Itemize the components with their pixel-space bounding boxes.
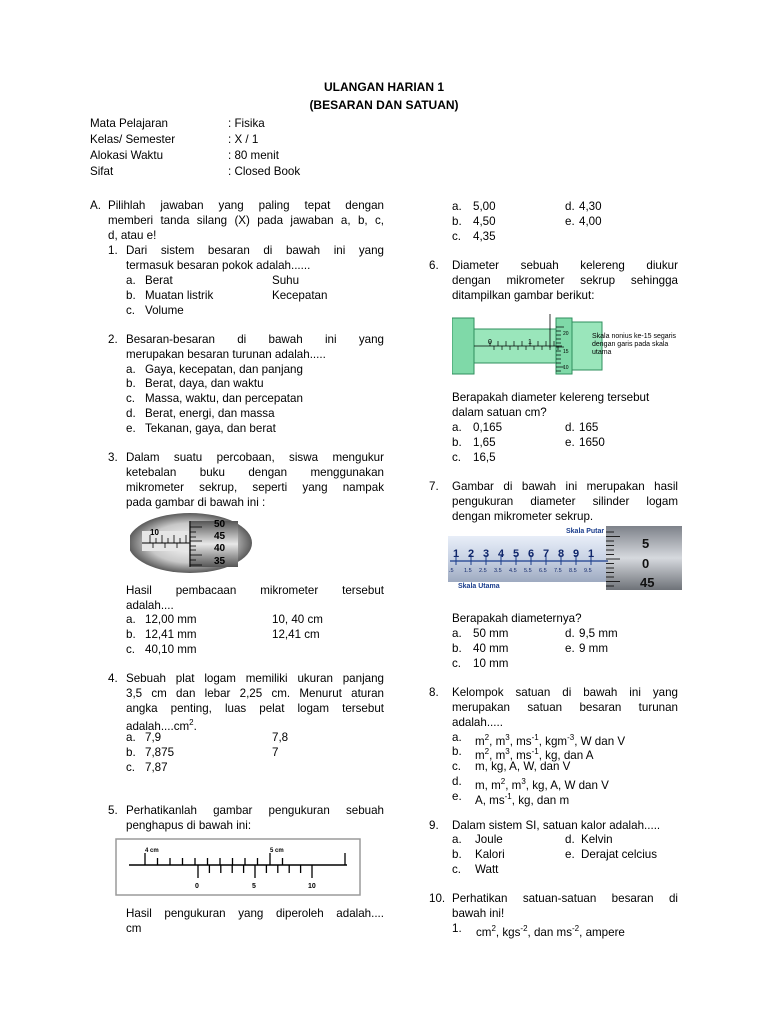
question-text: ketebalan buku dengan menggunakan <box>126 466 384 479</box>
question-text: mikrometer sekrup, seperti yang nampak <box>126 481 384 494</box>
option-letter: a. <box>126 731 136 744</box>
ruler-label: 5 cm <box>270 848 284 854</box>
micrometer-figure-q6 <box>452 312 684 380</box>
option-text: e. <box>565 848 575 861</box>
option-letter: c. <box>452 760 462 773</box>
half-scale-number: 6.5 <box>539 568 547 574</box>
question-number: 1. <box>108 244 118 257</box>
option-text: e. <box>565 642 575 655</box>
option-text: d. <box>565 421 575 434</box>
item-number: 1. <box>452 922 462 935</box>
question-text: dalam satuan cm? <box>452 406 547 419</box>
ruler-figure-q5 <box>115 838 361 896</box>
option-letter: b. <box>452 436 462 449</box>
option-letter: a. <box>452 200 462 213</box>
option-letter: b. <box>126 628 136 641</box>
question-number: 10. <box>429 892 446 905</box>
info-value: : X / 1 <box>228 133 259 146</box>
option-letter: c. <box>452 657 462 670</box>
figure-note: utama <box>592 349 612 356</box>
option-letter: a. <box>452 833 462 846</box>
question-text: dengan mikrometer sekrup sehingga <box>452 274 678 287</box>
info-label: Kelas/ Semester <box>90 133 176 146</box>
option-letter: d. <box>452 775 462 788</box>
half-scale-number: 7.5 <box>554 568 562 574</box>
question-number: 9. <box>429 819 439 832</box>
question-number: 8. <box>429 686 439 699</box>
question-text: Perhatikan satuan-satuan besaran di <box>452 892 678 905</box>
thimble-label: 45 <box>640 575 655 590</box>
option-letter: b. <box>452 215 462 228</box>
main-scale-number: 9 <box>573 548 580 560</box>
thimble-label: 45 <box>214 531 226 542</box>
option-letter: c. <box>126 304 136 317</box>
half-scale-number: 8.5 <box>569 568 577 574</box>
option-text: 1650 <box>579 436 605 449</box>
instruction-line: Pilihlah jawaban yang paling tepat dengan <box>108 199 384 212</box>
thimble-label: 35 <box>214 556 226 567</box>
option-text: m, kg, A, W, dan V <box>475 760 571 773</box>
question-text: merupakan satuan besaran turunan <box>452 701 678 714</box>
half-scale-number: .5 <box>449 568 454 574</box>
option-text: 40 mm <box>473 642 509 655</box>
figure-note: Skala nonius ke-15 segaris <box>592 333 677 340</box>
question-text: bawah ini! <box>452 907 505 920</box>
info-value: : 80 menit <box>228 149 279 162</box>
question-number: 4. <box>108 672 118 685</box>
option-text: m, $m^2$, $m^3$, kg, A, W dan V <box>475 777 609 792</box>
option-text: Kalori <box>475 848 505 861</box>
option-text: Joule <box>475 833 503 846</box>
main-scale-number: 2 <box>468 548 475 560</box>
question-text: Dari sistem besaran di bawah ini yang <box>126 244 384 257</box>
thimble-label: 40 <box>214 543 226 554</box>
question-text: Sebuah plat logam memiliki ukuran panjang <box>126 672 384 685</box>
question-text: angka penting, luas pelat logam tersebut <box>126 702 384 715</box>
option-letter: b. <box>452 745 462 758</box>
option-text: $m^2$, $m^3$, $ms^{-1}$, kg, dan A <box>475 747 594 762</box>
option-letter: b. <box>452 848 462 861</box>
half-scale-number: 9.5 <box>584 568 592 574</box>
question-text: Kelompok satuan di bawah ini yang <box>452 686 678 699</box>
option-letter: a. <box>452 421 462 434</box>
half-scale-number: 1.5 <box>464 568 472 574</box>
option-text: Kecepatan <box>272 289 328 302</box>
scale-title: Skala Putar <box>566 528 605 535</box>
option-text: 9 mm <box>579 642 608 655</box>
question-text: Diameter sebuah kelereng diukur <box>452 259 678 272</box>
info-label: Mata Pelajaran <box>90 117 168 130</box>
option-text: 1,65 <box>473 436 496 449</box>
question-text: pada gambar di bawah ini : <box>126 496 266 509</box>
option-letter: c. <box>452 230 462 243</box>
option-letter: a. <box>126 613 136 626</box>
scale-title: Skala Utama <box>458 583 500 590</box>
main-scale-number: 3 <box>483 548 490 560</box>
instruction-line: d, atau e! <box>108 229 157 242</box>
option-letter: b. <box>126 377 136 390</box>
main-scale-number: 5 <box>513 548 520 560</box>
ruler-label: 4 cm <box>145 848 159 854</box>
vernier-label: 5 <box>252 883 256 890</box>
option-text: A, $ms^{-1}$, kg, dan m <box>475 792 570 807</box>
option-text: Suhu <box>272 274 300 287</box>
question-text: Dalam suatu percobaan, siswa mengukur <box>126 451 384 464</box>
thimble-label: 20 <box>563 331 569 337</box>
option-text: Volume <box>145 304 184 317</box>
micrometer-figure-q7 <box>448 524 682 592</box>
option-letter: c. <box>126 392 136 405</box>
thimble-label: 15 <box>563 349 569 355</box>
option-text: 12,00 mm <box>145 613 197 626</box>
option-letter: c. <box>452 451 462 464</box>
option-text: e. <box>565 436 575 449</box>
option-text: 7,9 <box>145 731 162 744</box>
main-scale-number: 7 <box>543 548 550 560</box>
thimble-label: 10 <box>563 365 569 371</box>
question-number: 5. <box>108 804 118 817</box>
option-text: 7,875 <box>145 746 175 759</box>
half-scale-number: 3.5 <box>494 568 502 574</box>
main-scale-number: 1 <box>588 548 595 560</box>
question-text: Berapakah diameter kelereng tersebut <box>452 391 650 404</box>
option-letter: c. <box>126 643 136 656</box>
option-text: 7 <box>272 746 279 759</box>
thimble-label: 50 <box>214 519 226 530</box>
option-text: Berat, daya, dan waktu <box>145 377 264 390</box>
question-text: $adalah....cm^2$. <box>126 718 197 733</box>
option-text: 4,35 <box>473 230 496 243</box>
option-text: 10, 40 cm <box>272 613 323 626</box>
main-scale-number: 8 <box>558 548 565 560</box>
page-title: ULANGAN HARIAN 1 <box>324 80 444 94</box>
option-text: 16,5 <box>473 451 496 464</box>
option-text: $m^2$, $m^3$, $ms^{-1}$, kgm$^{-3}$, W dan V <box>475 733 626 748</box>
info-label: Alokasi Waktu <box>90 149 164 162</box>
question-text: termasuk besaran pokok adalah...... <box>126 259 311 272</box>
option-text: Derajat celcius <box>581 848 658 861</box>
half-scale-number: 5.5 <box>524 568 532 574</box>
option-letter: a. <box>126 363 136 376</box>
main-scale-label: 0 <box>488 339 492 346</box>
question-number: 7. <box>429 480 439 493</box>
option-text: 40,10 mm <box>145 643 197 656</box>
option-text: 0,165 <box>473 421 503 434</box>
question-text: adalah..... <box>452 716 503 729</box>
question-text: Gambar di bawah ini merupakan hasil <box>452 480 678 493</box>
question-text: Besaran-besaran di bawah ini yang <box>126 333 384 346</box>
question-text: Hasil pembacaan mikrometer tersebut <box>126 584 384 597</box>
option-text: 12,41 cm <box>272 628 320 641</box>
option-text: 9,5 mm <box>579 627 618 640</box>
option-text: Berat <box>145 274 173 287</box>
question-number: 6. <box>429 259 439 272</box>
option-letter: e. <box>126 422 136 435</box>
info-value: : Closed Book <box>228 165 301 178</box>
question-text: merupakan besaran turunan adalah..... <box>126 348 326 361</box>
main-scale-label: 1 <box>528 339 532 346</box>
main-scale-number: 6 <box>528 548 535 560</box>
option-letter: a. <box>452 627 462 640</box>
info-label: Sifat <box>90 165 114 178</box>
option-letter: b. <box>126 746 136 759</box>
thimble-label: 0 <box>642 556 650 571</box>
question-text: ditampilkan gambar berikut: <box>452 289 595 302</box>
option-text: 5,00 <box>473 200 496 213</box>
item-text: $cm^2$, kgs$^{-2}$, dan $ms^{-2}$, ampere <box>476 924 625 939</box>
option-letter: e. <box>452 790 462 803</box>
thimble-label: 5 <box>642 536 650 551</box>
option-text: Watt <box>475 863 499 876</box>
half-scale-number: 2.5 <box>479 568 487 574</box>
option-letter: b. <box>452 642 462 655</box>
option-text: 10 mm <box>473 657 509 670</box>
option-letter: a. <box>126 274 136 287</box>
option-text: d. <box>565 627 575 640</box>
option-text: 7,87 <box>145 761 168 774</box>
option-letter: c. <box>452 863 462 876</box>
option-text: Tekanan, gaya, dan berat <box>145 422 276 435</box>
option-letter: a. <box>452 731 462 744</box>
question-text: dengan mikrometer sekrup. <box>452 510 594 523</box>
option-letter: b. <box>126 289 136 302</box>
question-number: 2. <box>108 333 118 346</box>
main-scale-label: 10 <box>150 528 159 537</box>
question-text: Hasil pengukuran yang diperoleh adalah.... <box>126 907 384 920</box>
question-text: pengukuran diameter silinder logam <box>452 495 678 508</box>
option-text: 12,41 mm <box>145 628 197 641</box>
option-text: d. <box>565 200 575 213</box>
page-subtitle: (BESARAN DAN SATUAN) <box>309 98 459 112</box>
option-text: Muatan listrik <box>145 289 214 302</box>
question-number: 3. <box>108 451 118 464</box>
main-scale-number: 4 <box>498 548 505 560</box>
vernier-label: 0 <box>195 883 199 890</box>
option-text: d. <box>565 833 575 846</box>
question-text: Berapakah diameternya? <box>452 612 582 625</box>
option-text: 7,8 <box>272 731 289 744</box>
option-text: e. <box>565 215 575 228</box>
option-text: 165 <box>579 421 599 434</box>
option-letter: d. <box>126 407 136 420</box>
question-text: penghapus di bawah ini: <box>126 819 252 832</box>
main-scale-number: 1 <box>453 548 460 560</box>
option-text: Kelvin <box>581 833 613 846</box>
question-text: Dalam sistem SI, satuan kalor adalah..... <box>452 819 661 832</box>
micrometer-figure-q3 <box>130 513 260 573</box>
option-text: Berat, energi, dan massa <box>145 407 275 420</box>
option-text: 4,30 <box>579 200 602 213</box>
vernier-label: 10 <box>308 883 316 890</box>
option-text: Massa, waktu, dan percepatan <box>145 392 303 405</box>
option-text: 4,50 <box>473 215 496 228</box>
section-letter: A. <box>90 199 101 212</box>
question-text: Perhatikanlah gambar pengukuran sebuah <box>126 804 384 817</box>
option-text: Gaya, kecepatan, dan panjang <box>145 363 303 376</box>
info-value: : Fisika <box>228 117 265 130</box>
option-text: 50 mm <box>473 627 509 640</box>
option-letter: c. <box>126 761 136 774</box>
instruction-line: memberi tanda silang (X) pada jawaban a, b, c, <box>108 214 384 227</box>
question-text: adalah.... <box>126 599 174 612</box>
question-text: 3,5 cm dan lebar 2,25 cm. Menurut aturan <box>126 687 384 700</box>
option-text: 4,00 <box>579 215 602 228</box>
half-scale-number: 4.5 <box>509 568 517 574</box>
question-text: cm <box>126 922 142 935</box>
figure-note: dengan garis pada skala <box>592 341 669 348</box>
